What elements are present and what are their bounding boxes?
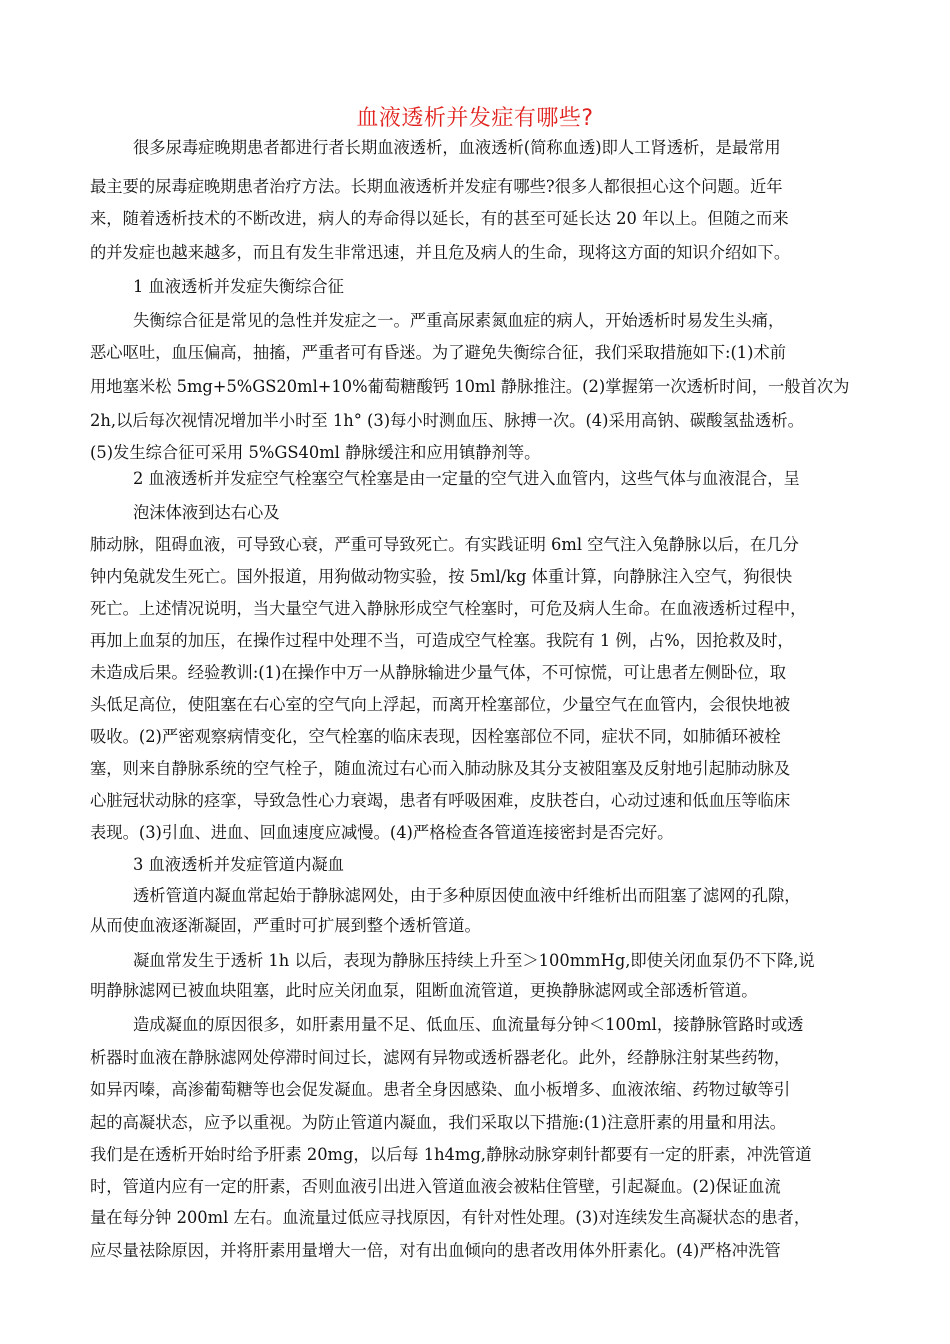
body-line: 最主要的尿毒症晚期患者治疗方法。长期血液透析并发症有哪些?很多人都很担心这个问题。近年: [90, 177, 783, 196]
body-line: 明静脉滤网已被血块阻塞，此时应关闭血泵，阻断血流管道，更换静脉滤网或全部透析管道。: [90, 981, 758, 1000]
body-line: 我们是在透析开始时给予肝素 20mg，以后每 1h4mg,静脉动脉穿刺针都要有一定的肝素，冲洗管道: [90, 1145, 812, 1164]
body-line: 肺动脉，阻碍血液，可导致心衰，严重可导致死亡。有实践证明 6ml 空气注入兔静脉以后，在几分: [90, 535, 799, 554]
body-line: 析器时血液在静脉滤网处停滞时间过长，滤网有异物或透析器老化。此外，经静脉注射某些药物，: [90, 1048, 791, 1067]
body-line: 造成凝血的原因很多，如肝素用量不足、低血压、血流量每分钟＜100ml，接静脉管路时或透: [133, 1015, 804, 1034]
body-line: 头低足高位，使阻塞在右心室的空气向上浮起，而离开栓塞部位，少量空气在血管内，会很快地被: [90, 695, 791, 714]
body-line: 恶心呕吐，血压偏高，抽搐，严重者可有昏迷。为了避免失衡综合征，我们采取措施如下:(1)术前: [90, 343, 787, 362]
body-line: 钟内兔就发生死亡。国外报道，用狗做动物实验，按 5ml/kg 体重计算，向静脉注入空气，狗很快: [90, 567, 793, 586]
document-title: 血液透析并发症有哪些?: [356, 106, 594, 131]
body-line: 的并发症也越来越多，而且有发生非常迅速，并且危及病人的生命，现将这方面的知识介绍如下。: [90, 243, 791, 262]
body-line: 透析管道内凝血常起始于静脉滤网处，由于多种原因使血液中纤维析出而阻塞了滤网的孔隙，: [133, 886, 801, 905]
body-line: 量在每分钟 200ml 左右。血流量过低应寻找原因，有针对性处理。(3)对连续发生高凝状态的患者，: [90, 1208, 811, 1227]
body-line: 很多尿毒症晚期患者都进行者长期血液透析，血液透析(简称血透)即人工肾透析，是最常用: [133, 138, 781, 157]
section-heading: 2 血液透析并发症空气栓塞空气栓塞是由一定量的空气进入血管内，这些气体与血液混合，呈: [133, 469, 800, 488]
body-line: 2h,以后每次视情况增加半小时至 1h° (3)每小时测血压、脉搏一次。(4)采用高钠、碳酸氢盐透析。: [90, 411, 804, 430]
body-line: 表现。(3)引血、进血、回血速度应减慢。(4)严格检查各管道连接密封是否完好。: [90, 823, 674, 842]
body-line: 吸收。(2)严密观察病情变化，空气栓塞的临床表现，因栓塞部位不同，症状不同，如肺循环被栓: [90, 727, 781, 746]
body-line: 泡沫体液到达右心及: [133, 503, 280, 522]
body-line: 失衡综合征是常见的急性并发症之一。严重高尿素氮血症的病人，开始透析时易发生头痛，: [133, 311, 785, 330]
body-line: 从而使血液逐渐凝固，严重时可扩展到整个透析管道。: [90, 916, 481, 935]
body-line: (5)发生综合征可采用 5%GS40ml 静脉缓注和应用镇静剂等。: [90, 443, 541, 462]
body-line: 再加上血泵的加压，在操作过程中处理不当，可造成空气栓塞。我院有 1 例，占%，因抢救及时，: [90, 631, 794, 650]
section-heading: 3 血液透析并发症管道内凝血: [133, 855, 344, 874]
body-line: 来，随着透析技术的不断改进，病人的寿命得以延长，有的甚至可延长达 20 年以上。但随之而来: [90, 209, 789, 228]
body-line: 应尽量祛除原因，并将肝素用量增大一倍，对有出血倾向的患者改用体外肝素化。(4)严格冲洗管: [90, 1241, 781, 1260]
body-line: 如异丙嗪，高渗葡萄糖等也会促发凝血。患者全身因感染、血小板增多、血液浓缩、药物过敏等引: [90, 1080, 791, 1099]
body-line: 塞，则来自静脉系统的空气栓子，随血流过右心而入肺动脉及其分支被阻塞及反射地引起肺动脉及: [90, 759, 791, 778]
body-line: 起的高凝状态，应予以重视。为防止管道内凝血，我们采取以下措施:(1)注意肝素的用量和用法。: [90, 1113, 787, 1132]
body-line: 用地塞米松 5mg+5%GS20ml+10%葡萄糖酸钙 10ml 静脉推注。(2)掌握第一次透析时间，一般首次为: [90, 377, 850, 396]
body-line: 死亡。上述情况说明，当大量空气进入静脉形成空气栓塞时，可危及病人生命。在血液透析过程中，: [90, 599, 807, 618]
body-line: 未造成后果。经验教训:(1)在操作中万一从静脉输进少量气体，不可惊慌，可让患者左侧卧位，取: [90, 663, 787, 682]
body-line: 凝血常发生于透析 1h 以后，表现为静脉压持续上升至＞100mmHg,即使关闭血泵仍不下降,说: [133, 951, 815, 970]
section-heading: 1 血液透析并发症失衡综合征: [133, 277, 344, 296]
body-line: 时，管道内应有一定的肝素，否则血液引出进入管道血液会被粘住管壁，引起凝血。(2)保证血流: [90, 1177, 781, 1196]
body-line: 心脏冠状动脉的痉挛，导致急性心力衰竭，患者有呼吸困难，皮肤苍白，心动过速和低血压等临床: [90, 791, 791, 810]
